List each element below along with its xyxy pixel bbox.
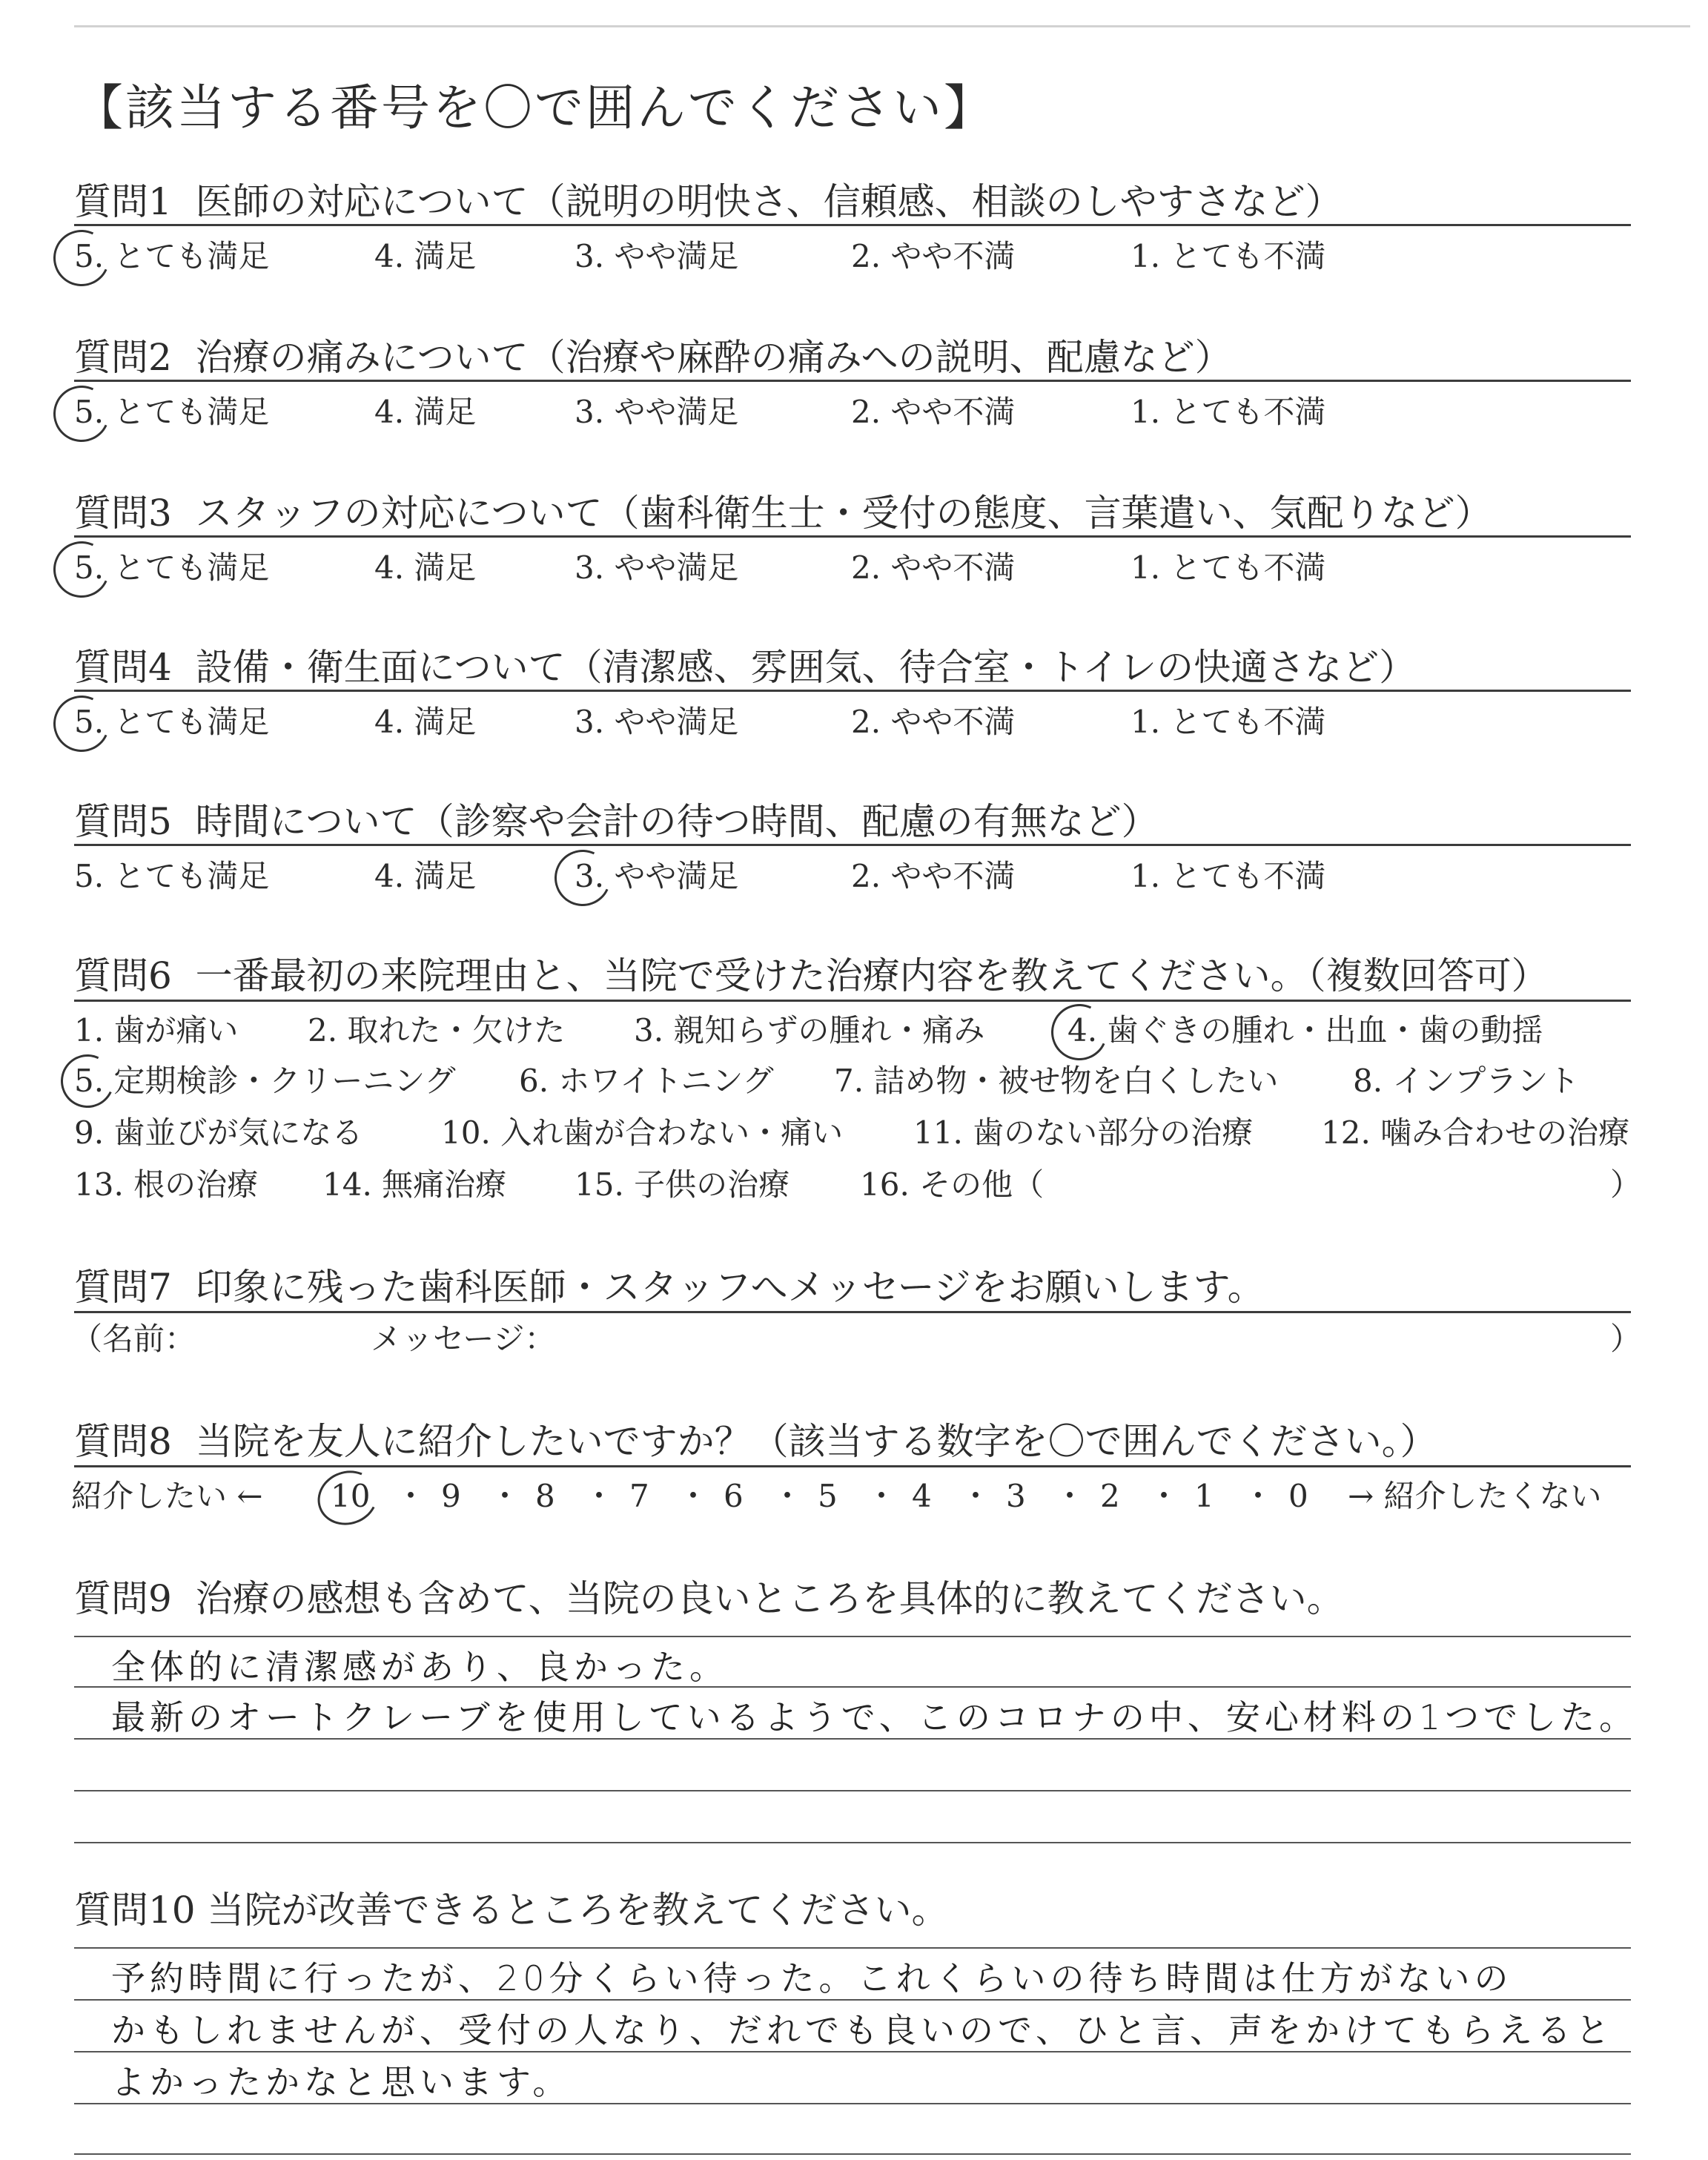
- q8-scale-7[interactable]: 7: [629, 1478, 649, 1514]
- question-7-title: [74, 1264, 1265, 1311]
- question-1-title: [74, 178, 1343, 225]
- q8-scale-dot: ・: [678, 1478, 709, 1514]
- question-5-text: 時間について（診察や会計の待つ時間、配慮の有無など）: [195, 800, 1159, 843]
- question-7-label: 質問7: [74, 1266, 172, 1309]
- question-6-rule: [74, 1000, 1631, 1002]
- question-8-label: 質問8: [74, 1420, 172, 1463]
- q6-option-1[interactable]: 1. 歯が痛い: [74, 1012, 239, 1048]
- q9-answer-line-1[interactable]: 全体的に清潔感があり、良かった。: [111, 1647, 728, 1687]
- q8-scale-dot: ・: [395, 1478, 427, 1514]
- q2-selection-circle: [45, 377, 117, 449]
- q8-scale-1[interactable]: 1: [1194, 1478, 1214, 1514]
- q8-scale-6[interactable]: 6: [724, 1478, 744, 1514]
- q6-option-5[interactable]: 5. 定期検診・クリーニング: [74, 1063, 456, 1099]
- question-9-label: 質問9: [74, 1577, 172, 1620]
- q8-scale-dot: ・: [583, 1478, 615, 1514]
- q9-writing-line: [74, 1790, 1631, 1791]
- question-2-title: [74, 334, 1232, 381]
- q6-option-8[interactable]: 8. インプラント: [1353, 1063, 1580, 1099]
- q8-scale-dot: ・: [866, 1478, 898, 1514]
- page-title: 【該当する番号を〇で囲んでください】: [74, 79, 995, 136]
- question-4-text: 設備・衛生面について（清潔感、雰囲気、待合室・トイレの快適さなど）: [195, 646, 1417, 689]
- question-9-text: 治療の感想も含めて、当院の良いところを具体的に教えてください。: [195, 1577, 1344, 1620]
- question-1-rule: [74, 224, 1631, 226]
- question-3-label: 質問3: [74, 492, 172, 535]
- q3-option-2[interactable]: 2. やや不満: [851, 549, 1016, 586]
- question-1-label: 質問1: [74, 180, 172, 223]
- q4-option-2[interactable]: 2. やや不満: [851, 704, 1016, 740]
- q6-option-14[interactable]: 14. 無痛治療: [322, 1166, 507, 1203]
- q2-option-2[interactable]: 2. やや不満: [851, 394, 1016, 430]
- q6-option-7[interactable]: 7. 詰め物・被せ物を白くしたい: [834, 1063, 1279, 1099]
- q6-option-16[interactable]: 16. その他（: [860, 1166, 1045, 1203]
- question-6-text: 一番最初の来院理由と、当院で受けた治療内容を教えてください。（複数回答可）: [195, 954, 1549, 997]
- q6-option-10[interactable]: 10. 入れ歯が合わない・痛い: [441, 1114, 844, 1151]
- q8-left-label: 紹介したい ←: [71, 1478, 263, 1514]
- q8-scale-3[interactable]: 3: [1006, 1478, 1026, 1514]
- q2-option-1[interactable]: 1. とても不満: [1131, 394, 1326, 430]
- question-2-text: 治療の痛みについて（治療や麻酔の痛みへの説明、配慮など）: [195, 336, 1232, 379]
- question-5-rule: [74, 844, 1631, 846]
- q6-option-15[interactable]: 15. 子供の治療: [575, 1166, 790, 1203]
- q6-selection-circle-4: [1043, 996, 1115, 1068]
- q8-scale-4[interactable]: 4: [912, 1478, 932, 1514]
- q5-option-2[interactable]: 2. やや不満: [851, 858, 1016, 894]
- q1-option-1[interactable]: 1. とても不満: [1131, 238, 1326, 274]
- q6-option-4[interactable]: 4. 歯ぐきの腫れ・出血・歯の動揺: [1068, 1012, 1543, 1048]
- question-3-title: [74, 489, 1492, 537]
- question-2-rule: [74, 380, 1631, 382]
- q4-option-3[interactable]: 3. やや満足: [575, 704, 739, 740]
- question-6-title: [74, 952, 1549, 1000]
- q5-option-5[interactable]: 5. とても満足: [74, 858, 270, 894]
- top-rule: [74, 25, 1690, 27]
- q1-option-3[interactable]: 3. やや満足: [575, 238, 739, 274]
- question-7-rule: [74, 1311, 1631, 1313]
- q8-scale-9[interactable]: 9: [441, 1478, 461, 1514]
- q9-writing-line: [74, 1636, 1631, 1637]
- q5-option-1[interactable]: 1. とても不満: [1131, 858, 1326, 894]
- q6-option-13[interactable]: 13. 根の治療: [74, 1166, 259, 1203]
- question-5-label: 質問5: [74, 800, 172, 843]
- q5-selection-circle: [546, 842, 618, 914]
- q5-option-3[interactable]: 3. やや満足: [575, 858, 739, 894]
- q4-option-5[interactable]: 5. とても満足: [74, 704, 270, 740]
- question-4-title: [74, 644, 1416, 691]
- q8-scale-2[interactable]: 2: [1100, 1478, 1120, 1514]
- q6-other-close: ）: [1610, 1166, 1642, 1203]
- q6-option-3[interactable]: 3. 親知らずの腫れ・痛み: [634, 1012, 985, 1048]
- q3-selection-circle: [45, 533, 117, 605]
- q8-scale-dot: ・: [772, 1478, 804, 1514]
- q1-option-2[interactable]: 2. やや不満: [851, 238, 1016, 274]
- q2-option-4[interactable]: 4. 満足: [374, 394, 477, 430]
- q7-close: ）: [1610, 1321, 1642, 1357]
- q10-answer-line-2[interactable]: かもしれませんが、受付の人なり、だれでも良いので、ひと言、声をかけてもらえると: [111, 2010, 1615, 2050]
- q6-option-2[interactable]: 2. 取れた・欠けた: [308, 1012, 566, 1048]
- question-10-title: [74, 1886, 949, 1934]
- q1-selection-circle: [45, 222, 117, 294]
- q8-scale-8[interactable]: 8: [535, 1478, 555, 1514]
- q9-writing-line: [74, 1842, 1631, 1843]
- q7-name-label: （名前：: [71, 1321, 196, 1357]
- q5-option-4[interactable]: 4. 満足: [374, 858, 477, 894]
- q4-selection-circle: [45, 687, 117, 759]
- q1-option-4[interactable]: 4. 満足: [374, 238, 477, 274]
- q8-scale-0[interactable]: 0: [1288, 1478, 1308, 1514]
- question-3-text: スタッフの対応について（歯科衛生士・受付の態度、言葉遣い、気配りなど）: [195, 492, 1492, 535]
- question-4-rule: [74, 690, 1631, 692]
- q6-option-11[interactable]: 11. 歯のない部分の治療: [913, 1114, 1254, 1151]
- q8-scale-dot: ・: [1148, 1478, 1180, 1514]
- question-3-rule: [74, 535, 1631, 538]
- question-1-text: 医師の対応について（説明の明快さ、信頼感、相談のしやすさなど）: [195, 180, 1343, 223]
- q2-option-5[interactable]: 5. とても満足: [74, 394, 270, 430]
- q10-writing-line: [74, 1947, 1631, 1949]
- q8-scale-dot: ・: [960, 1478, 992, 1514]
- q8-scale-10[interactable]: 10: [331, 1478, 371, 1514]
- question-10-text: 当院が改善できるところを教えてください。: [207, 1889, 949, 1932]
- q6-option-9[interactable]: 9. 歯並びが気になる: [74, 1114, 363, 1151]
- q10-answer-line-1[interactable]: 予約時間に行ったが、20分くらい待った。これくらいの待ち時間は仕方がないの: [111, 1958, 1513, 1998]
- question-10-label: 質問10: [74, 1889, 196, 1932]
- q8-scale-5[interactable]: 5: [818, 1478, 838, 1514]
- q8-selection-circle: [310, 1462, 385, 1533]
- q3-option-3[interactable]: 3. やや満足: [575, 549, 739, 586]
- q3-option-1[interactable]: 1. とても不満: [1131, 549, 1326, 586]
- q6-selection-circle-5: [53, 1047, 122, 1115]
- question-8-text: 当院を友人に紹介したいですか？（該当する数字を〇で囲んでください。）: [195, 1420, 1437, 1463]
- question-9-title: [74, 1575, 1344, 1622]
- question-2-label: 質問2: [74, 336, 172, 379]
- q3-option-4[interactable]: 4. 満足: [374, 549, 477, 586]
- q4-option-1[interactable]: 1. とても不満: [1131, 704, 1326, 740]
- question-5-title: [74, 798, 1159, 845]
- q8-scale-dot: ・: [489, 1478, 521, 1514]
- question-8-rule: [74, 1465, 1631, 1467]
- question-8-title: [74, 1418, 1437, 1465]
- q6-option-12[interactable]: 12. 噛み合わせの治療: [1321, 1114, 1630, 1151]
- q8-scale-dot: ・: [1242, 1478, 1274, 1514]
- q10-answer-line-3[interactable]: よかったかなと思います。: [111, 2062, 572, 2102]
- q6-option-6[interactable]: 6. ホワイトニング: [519, 1063, 774, 1099]
- question-4-label: 質問4: [74, 646, 172, 689]
- q10-writing-line: [74, 2153, 1631, 2155]
- q2-option-3[interactable]: 3. やや満足: [575, 394, 739, 430]
- question-7-text: 印象に残った歯科医師・スタッフへメッセージをお願いします。: [195, 1266, 1265, 1309]
- q3-option-5[interactable]: 5. とても満足: [74, 549, 270, 586]
- q9-answer-line-2[interactable]: 最新のオートクレーブを使用しているようで、このコロナの中、安心材料の1つでした。: [111, 1697, 1638, 1737]
- q1-option-5[interactable]: 5. とても満足: [74, 238, 270, 274]
- q7-message-label: メッセージ：: [371, 1321, 556, 1357]
- q8-scale-dot: ・: [1054, 1478, 1086, 1514]
- q4-option-4[interactable]: 4. 満足: [374, 704, 477, 740]
- q8-right-label: → 紹介したくない: [1348, 1478, 1602, 1514]
- question-6-label: 質問6: [74, 954, 172, 997]
